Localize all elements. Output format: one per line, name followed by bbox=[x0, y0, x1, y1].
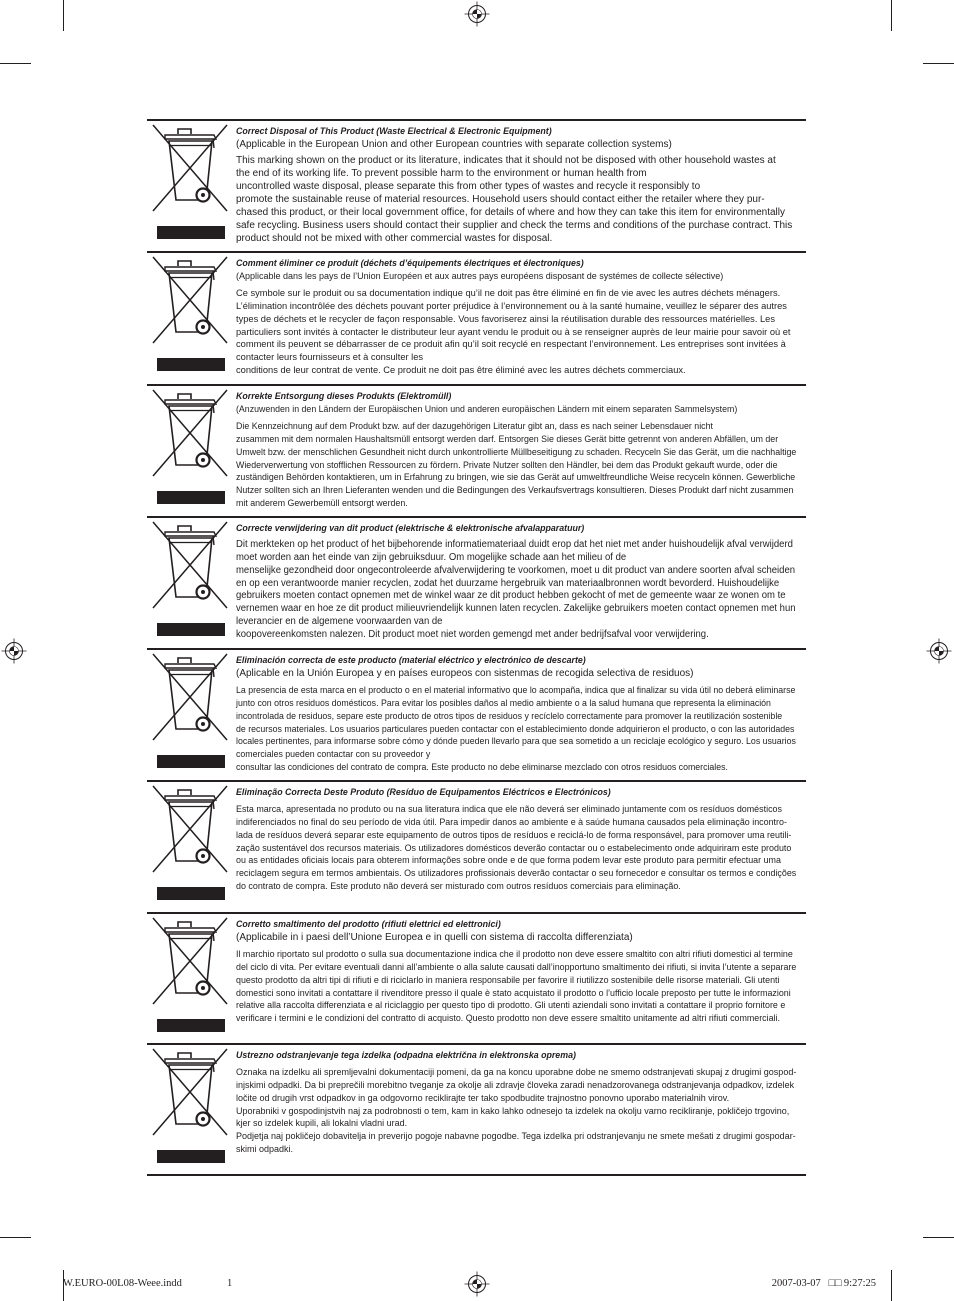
body-line: moet worden aan het einde van zijn gebruiksduur. Om mogelijke schade aan het milieu of de bbox=[236, 551, 627, 563]
body-line: zusammen mit dem normalen Haushaltsmüll entsorgt werden darf. Entsorgen Sie dieses Gerät bitte getrennt von anderen Abfällen, um der bbox=[236, 433, 779, 444]
body-line: contacter leurs fournisseurs et à consulter les bbox=[236, 352, 424, 363]
footer-timestamp: 2007-03-07 □□ 9:27:25 bbox=[771, 1278, 876, 1289]
body-line: conditions de leur contrat de vente. Ce produit ne doit pas être éliminé avec les autres déchets commerciaux. bbox=[236, 365, 686, 376]
section-body bbox=[236, 287, 802, 377]
section-body bbox=[236, 1066, 802, 1156]
body-line: Wiederverwertung von stofflichen Ressourcen zu fördern. Private Nutzer sollten den Händler, bei dem das Produkt gekauft wurde, oder die bbox=[236, 459, 778, 470]
crop-mark bbox=[0, 63, 31, 64]
body-line: ou as entidades oficiais locais para obterem informações sobre onde e de que forma podem levar este produto para permitir efectuar uma bbox=[236, 855, 781, 866]
body-line: domestici sono invitati a contattare il rivenditore presso il quale è stato acquistato il prodotto o l’ufficio locale preposto per tutte le informazioni bbox=[236, 987, 791, 998]
body-line: uncontrolled waste disposal, please separate this from other types of wastes and recycle it responsibly to bbox=[236, 181, 701, 192]
body-line: relative alla raccolta differenziata e al riciclaggio per questo tipo di prodotto. Gli utenti aziendali sono invitati a contattare il proprio fornitore e bbox=[236, 1000, 786, 1011]
body-line: questo prodotto da altri tipi di rifiuti e di riciclarlo in maniera responsabile per favorire il riutilizzo sostenibile delle risorse materiali. Gli utenti bbox=[236, 974, 780, 985]
body-line: Podjetja naj pokličejo dobavitelja in preverijo pogoje nabavne pogodbe. Tega izdelka pri odstranjevanju ne smete mešati z drugimi gospodar- bbox=[236, 1131, 796, 1142]
symbol-bar bbox=[157, 358, 225, 371]
symbol-bar bbox=[157, 491, 225, 504]
crossed-out-wheelie-bin-icon bbox=[152, 653, 228, 741]
body-line: La presencia de esta marca en el producto o en el material informativo que lo acompaña, indica que al finalizar su vida útil no deberá eliminarse bbox=[236, 685, 796, 695]
symbol-bar bbox=[157, 226, 225, 239]
section-body bbox=[236, 948, 802, 1025]
registration-mark-icon bbox=[464, 1271, 490, 1297]
section-subtitle: (Aplicable en la Unión Europea y en países europeos con sistenmas de recogida selectiva de residuos) bbox=[236, 668, 694, 679]
section-heading: Correcte verwijdering van dit product (elektrische & elektronische afvalapparatuur) bbox=[236, 523, 585, 534]
crop-mark bbox=[923, 1237, 954, 1238]
body-line: Uporabniki v gospodinjstvih naj za podrobnosti o tem, kam in kako lahko odnesejo ta izdelek na okolju varno recikliranje, pokličejo trgovino, bbox=[236, 1105, 790, 1116]
section-heading: Ustrezno odstranjevanje tega izdelka (odpadna električna in elektronska oprema) bbox=[236, 1050, 576, 1061]
registration-mark-icon bbox=[1, 638, 27, 664]
section-heading: Correct Disposal of This Product (Waste Electrical & Electronic Equipment) bbox=[236, 126, 552, 137]
section-divider bbox=[147, 119, 806, 121]
body-line: leverancier en de algemene voorwaarden van de bbox=[236, 616, 443, 628]
crossed-out-wheelie-bin-icon bbox=[152, 1048, 228, 1136]
body-line: comerciales pueden contactar con su proveedor y bbox=[236, 749, 431, 760]
body-line: injskimi odpadki. Da bi preprečili morebitno tveganje za okolje ali zdravje človeka zaradi nenadzorovanega odstranjevanja odpadkov, izdelek bbox=[236, 1079, 795, 1090]
symbol-bar bbox=[157, 887, 225, 900]
section-subtitle: (Anzuwenden in den Ländern der Europäischen Union und anderen europäischen Ländern mit einem separaten Sammelsystem) bbox=[236, 404, 738, 414]
section-body bbox=[236, 684, 802, 774]
body-line: Umwelt bzw. der menschlichen Gesundheit nicht durch unkontrollierte Müllbeseitigung zu schaden. Recyceln Sie das Gerät, um die nachhaltige bbox=[236, 446, 797, 457]
symbol-bar bbox=[157, 1150, 225, 1163]
crop-mark bbox=[0, 1237, 31, 1238]
section-body bbox=[236, 420, 802, 510]
weee-notice-it bbox=[147, 913, 806, 1043]
body-line: incontrolada de residuos, separe este producto de otros tipos de residuos y recíclelo correctamente para promover la reutilización sostenible bbox=[236, 710, 783, 721]
section-divider bbox=[147, 780, 806, 782]
body-line: menselijke gezondheid door ongecontroleerde afvalverwijdering te voorkomen, moet u dit product van andere soorten afval scheiden bbox=[236, 564, 796, 576]
weee-notice-sl bbox=[147, 1044, 806, 1174]
section-divider bbox=[147, 1174, 806, 1176]
crop-mark bbox=[63, 0, 64, 31]
section-subtitle: (Applicabile in i paesi dell’Unione Europea e in quelli con sistema di raccolta differenziata) bbox=[236, 932, 633, 943]
section-body bbox=[236, 154, 802, 245]
body-line: Esta marca, apresentada no produto ou na sua literatura indica que ele não deverá ser eliminado juntamente com os resíduos domésticos bbox=[236, 804, 782, 814]
body-line: do contrato de compra. Este produto não deverá ser misturado com outros resíduos comerciais para eliminação. bbox=[236, 881, 681, 892]
section-body bbox=[236, 803, 802, 893]
section-divider bbox=[147, 1043, 806, 1045]
weee-notice-nl bbox=[147, 517, 806, 647]
body-line: de recursos materiales. Los usuarios particulares pueden contactar con el establecimiento donde adquirieron el producto, o con las autoridades bbox=[236, 723, 795, 734]
section-divider bbox=[147, 251, 806, 253]
body-line: This marking shown on the product or its literature, indicates that it should not be disposed with other household wastes at bbox=[236, 155, 776, 166]
body-line: en op een verantwoorde manier recyclen, zodat het duurzame hergebruik van materiaalbronnen wordt bevorderd. Huishoudelijke bbox=[236, 577, 780, 589]
footer-page-number: 1 bbox=[227, 1278, 233, 1289]
crossed-out-wheelie-bin-icon bbox=[152, 917, 228, 1005]
body-line: Il marchio riportato sul prodotto o sulla sua documentazione indica che il prodotto non deve essere smaltito con altri rifiuti domestici al termine bbox=[236, 949, 793, 959]
section-heading: Eliminação Correcta Deste Produto (Resíduo de Equipamentos Eléctricos e Electrónicos) bbox=[236, 787, 611, 798]
weee-notice-pt bbox=[147, 781, 806, 911]
weee-notice-de bbox=[147, 385, 806, 515]
body-line: vernemen waar en hoe ze dit product milieuvriendelijk kunnen laten recyclen. Zakelijke gebruikers moeten contact opnemen met hun bbox=[236, 603, 796, 615]
crossed-out-wheelie-bin-icon bbox=[152, 521, 228, 609]
body-line: Nutzer sollten sich an Ihren Lieferanten wenden und die Bedingungen des Verkaufsvertrags konsultieren. Dieses Produkt darf nicht zusammen bbox=[236, 485, 794, 496]
crop-mark bbox=[923, 63, 954, 64]
body-line: Die Kennzeichnung auf dem Produkt bzw. auf der dazugehörigen Literatur gibt an, dass es nach seiner Lebensdauer nicht bbox=[236, 421, 713, 431]
body-line: indiferenciados no final do seu período de vida útil. Para impedir danos ao ambiente e à saúde humana causados pela eliminação incontro- bbox=[236, 816, 787, 827]
section-divider bbox=[147, 384, 806, 386]
body-line: lada de resíduos deverá separar este equipamento de outros tipos de resíduos e reciclá-lo de forma responsável, para promover uma reutili- bbox=[236, 829, 792, 840]
crossed-out-wheelie-bin-icon bbox=[152, 256, 228, 344]
body-line: consultar las condiciones del contrato de compra. Este producto no debe eliminarse mezclado con otros residuos comerciales. bbox=[236, 762, 728, 773]
body-line: gebruikers moeten contact opnemen met de winkel waar ze dit product hebben gekocht of met de gemeente waar ze wonen om te bbox=[236, 590, 786, 602]
body-line: promote the sustainable reuse of material resources. Household users should contact either the retailer where they pur- bbox=[236, 194, 765, 205]
body-line: ločite od drugih vrst odpadkov in ga odgovorno reciklirajte ter tako spodbudite trajnostno ponovno uporabo materialnih virov. bbox=[236, 1092, 730, 1103]
crop-mark bbox=[891, 0, 892, 31]
body-line: skimi odpadki. bbox=[236, 1144, 294, 1155]
crossed-out-wheelie-bin-icon bbox=[152, 389, 228, 477]
section-divider bbox=[147, 516, 806, 518]
crossed-out-wheelie-bin-icon bbox=[152, 124, 228, 212]
section-divider bbox=[147, 648, 806, 650]
body-line: Oznaka na izdelku ali spremljevalni dokumentaciji pomeni, da ga na koncu uporabne dobe ne smemo odstranjevati skupaj z drugimi gospod- bbox=[236, 1067, 797, 1077]
body-line: zação sustentável dos recursos materiais. Os utilizadores domésticos deverão contactar ou o estabelecimento onde adquiriram este produto bbox=[236, 842, 792, 853]
body-line: reciclagem segura em termos ambientais. Os utilizadores profissionais deverão contactar o seu fornecedor e consultar os termos e condições bbox=[236, 868, 797, 879]
symbol-bar bbox=[157, 1019, 225, 1032]
body-line: zuständigen Behörden kontaktieren, um in Erfahrung zu bringen, wie sie das Gerät auf umweltfreundliche Weise recyceln können. Gewerbliche bbox=[236, 472, 796, 483]
body-line: Dit merkteken op het product of het bijbehorende informatiemateriaal duidt erop dat het niet met ander huishoudelijk afval verwijderd bbox=[236, 539, 793, 550]
section-subtitle: (Applicable dans les pays de l’Union Européen et aux autres pays européens disposant de systémes de collecte sélective) bbox=[236, 271, 724, 281]
body-line: verificare i termini e le condizioni del contratto di acquisto. Questo prodotto non deve essere smaltito unitamente ad altri rifiuti commerciali. bbox=[236, 1013, 780, 1024]
crossed-out-wheelie-bin-icon bbox=[152, 785, 228, 873]
registration-mark-icon bbox=[464, 1, 490, 27]
section-heading: Eliminación correcta de este producto (material eléctrico y electrónico de descarte) bbox=[236, 655, 586, 666]
body-line: chased this product, or their local government office, for details of where and how they can take this item for environmentally bbox=[236, 207, 785, 218]
section-body bbox=[236, 539, 802, 642]
body-line: product should not be mixed with other commercial wastes for disposal. bbox=[236, 233, 553, 244]
body-line: L’élimination incontrôlée des déchets pouvant porter préjudice à l’environnement ou à la santé humaine, veuillez le séparer des autres bbox=[236, 300, 787, 311]
body-line: locales pertinentes, para informarse sobre cómo y dónde pueden llevarlo para que sea sometido a un reciclaje ecológico y seguro. Los usuarios bbox=[236, 736, 796, 747]
weee-notice-es bbox=[147, 649, 806, 779]
footer-filename: W.EURO-00L08-Weee.indd bbox=[63, 1278, 182, 1289]
section-divider bbox=[147, 912, 806, 914]
section-heading: Corretto smaltimento del prodotto (rifiuti elettrici ed elettronici) bbox=[236, 919, 501, 930]
crop-mark bbox=[891, 1270, 892, 1301]
body-line: Ce symbole sur le produit ou sa documentation indique qu’il ne doit pas être éliminé en fin de vie avec les autres déchets ménagers. bbox=[236, 288, 781, 298]
weee-notice-fr bbox=[147, 252, 806, 382]
section-heading: Korrekte Entsorgung dieses Produkts (Elektromüll) bbox=[236, 391, 452, 402]
body-line: mit anderem Gewerbemüll entsorgt werden. bbox=[236, 498, 408, 509]
section-subtitle: (Applicable in the European Union and other European countries with separate collection systems) bbox=[236, 139, 672, 150]
body-line: comment ils peuvent se débarrasser de ce produit afin qu’il soit recyclé en respectant l’environnement. Les entreprises sont invitées à bbox=[236, 339, 786, 350]
body-line: the end of its working life. To prevent possible harm to the environment or human health from bbox=[236, 168, 647, 179]
weee-notice-en bbox=[147, 120, 806, 250]
body-line: kjer so izdelek kupili, ali lokalni vladni urad. bbox=[236, 1118, 408, 1129]
section-heading: Comment éliminer ce produit (déchets d’équipements électriques et électroniques) bbox=[236, 258, 584, 269]
body-line: particuliers sont invités à contacter le distributeur leur ayant vendu le produit ou à se renseigner auprès de leur mairie pour savoir où et bbox=[236, 326, 791, 337]
symbol-bar bbox=[157, 755, 225, 768]
registration-mark-icon bbox=[926, 638, 952, 664]
symbol-bar bbox=[157, 623, 225, 636]
body-line: koopovereenkomsten nalezen. Dit product moet niet worden gemengd met ander bedrijfsafval voor verwijdering. bbox=[236, 628, 709, 640]
body-line: del ciclo di vita. Per evitare eventuali danni all’ambiente o alla salute causati dall’inopportuno smaltimento dei rifiuti, si invita l’utente a separare bbox=[236, 961, 797, 972]
body-line: types de déchets et le recycler de façon responsable. Vous favoriserez ainsi la réutilisation durable des ressources matérielles. Les bbox=[236, 313, 775, 324]
body-line: safe recycling. Business users should contact their supplier and check the terms and conditions of the purchase contract. This bbox=[236, 220, 793, 231]
body-line: junto con otros residuos domésticos. Para evitar los posibles daños al medio ambiente o a la salud humana que representa la eliminación bbox=[236, 697, 771, 708]
